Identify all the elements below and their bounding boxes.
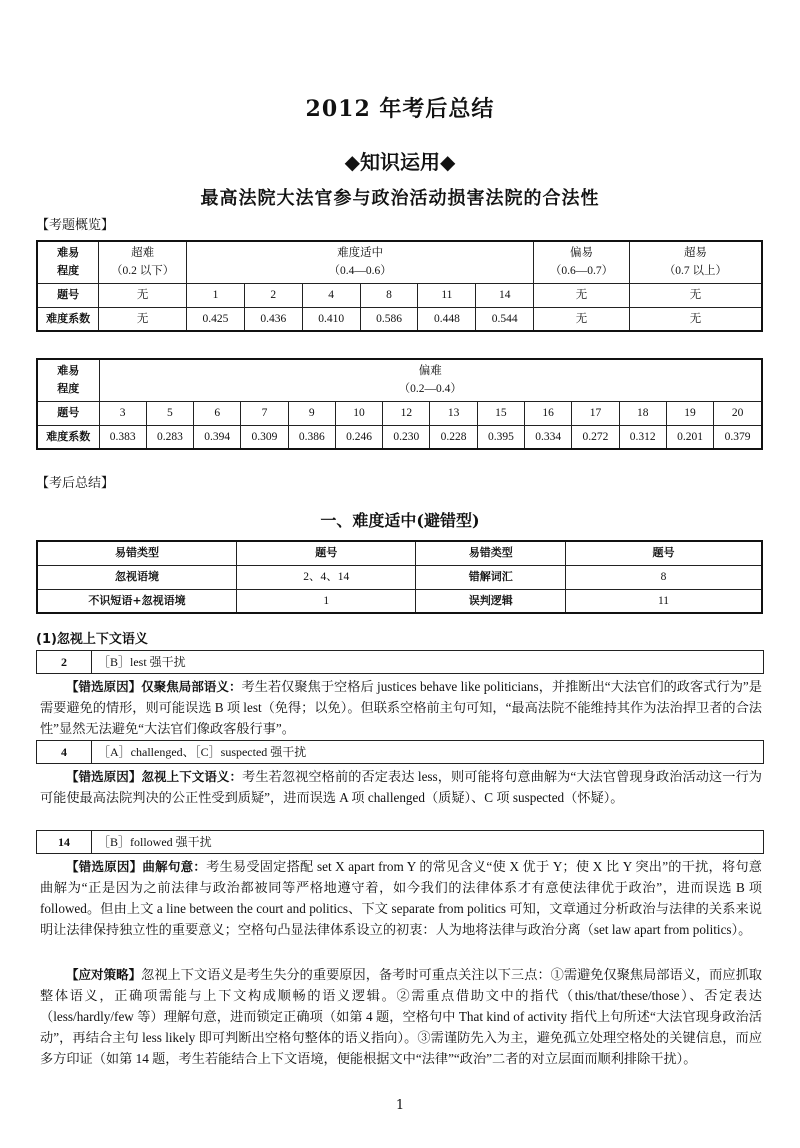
q-cell: 17 xyxy=(572,401,619,425)
coef-cell: 0.379 xyxy=(714,425,762,449)
coef-cell: 0.272 xyxy=(572,425,619,449)
cell-none: 无 xyxy=(629,307,762,331)
question-number: 4 xyxy=(37,741,92,763)
distractor-option: ［A］challenged、［C］suspected 强干扰 xyxy=(98,745,307,759)
coef-cell: 0.246 xyxy=(335,425,382,449)
q-cell: 13 xyxy=(430,401,477,425)
question-number: 2 xyxy=(37,651,92,673)
para-lead: 【错选原因】忽视上下文语义： xyxy=(66,769,243,784)
row-q-label: 题号 xyxy=(37,283,99,307)
header-cell: 易错类型 xyxy=(416,541,566,565)
q-cell: 5 xyxy=(146,401,193,425)
coef-cell: 0.312 xyxy=(619,425,666,449)
col-super-hard: 超难 （0.2 以下） xyxy=(99,241,187,283)
coef-cell: 0.436 xyxy=(244,307,302,331)
type-cell: 错解词汇 xyxy=(416,565,566,589)
para-lead: 【错选原因】仅聚焦局部语义： xyxy=(66,679,242,694)
difficulty-label: 难易 程度 xyxy=(37,359,99,401)
subheading: 一、难度适中(避错型) xyxy=(320,511,480,530)
cell-none: 无 xyxy=(629,283,762,307)
error-type-table xyxy=(36,540,763,614)
cell-none: 无 xyxy=(99,283,187,307)
col-super-easy: 超易 （0.7 以上） xyxy=(629,241,762,283)
col-hard: 偏难 （0.2—0.4） xyxy=(99,359,762,401)
col-easy: 偏易 （0.6—0.7） xyxy=(534,241,630,283)
para-body: 考生若仅聚焦于空格后 justices behave like politicians，并推断出“大法官们的政客式行为”是需要避免的情形，则可能误选 B 项 lest（免得；以免）。但联系空格前主句可知，“最高法院不能维持其作为法治捍卫者的合法性”显然无法避免“大法官们像政客般行事”。 xyxy=(40,679,762,736)
paragraph-q2 xyxy=(40,676,762,739)
row-q-label: 题号 xyxy=(37,401,99,425)
header-cell: 易错类型 xyxy=(37,541,236,565)
para-lead: 【错选原因】曲解句意： xyxy=(66,859,207,874)
section-title: ◆知识运用◆ xyxy=(344,150,456,174)
overview-label: 【考题概览】 xyxy=(36,218,115,233)
question-14-box xyxy=(36,830,764,854)
q-cell: 8 xyxy=(566,565,762,589)
coef-cell: 0.386 xyxy=(288,425,335,449)
type-cell: 不识短语+忽视语境 xyxy=(37,589,236,613)
para-body: 考生易受固定搭配 set X apart from Y 的常见含义“使 X 优于 Y；使 X 比 Y 突出”的干扰，将句意曲解为“正是因为之前法律与政治都被同等严格地遵守着，如今我们的法律体系才有意使法律优于政治”，进而误选 B 项 followed。但由上文 a line between the court and politics、下文 separate from politics 可知，文章通过分析政治与法律的关系来说明让法律保持独立性的重要意义；空格句凸显法律体系设立的初衷：人为地将法律与政治分离（set law apart from politics）。 xyxy=(40,859,762,937)
coef-cell: 0.309 xyxy=(241,425,288,449)
distractor-option: ［B］lest 强干扰 xyxy=(98,655,186,669)
para-body: 考生若忽视空格前的否定表达 less，则可能将句意曲解为“大法官曾现身政治活动这一行为可能使最高法院判决的公正性受到质疑”，进而误选 A 项 challenged（质疑）、C 项 suspected（怀疑）。 xyxy=(40,769,762,805)
q-cell: 8 xyxy=(360,283,418,307)
summary-label: 【考后总结】 xyxy=(36,476,115,491)
type-cell: 忽视语境 xyxy=(37,565,236,589)
header-cell: 题号 xyxy=(566,541,762,565)
distractor-option: ［B］followed 强干扰 xyxy=(98,835,212,849)
q-cell: 12 xyxy=(383,401,430,425)
paragraph-strategy xyxy=(40,964,762,1069)
q-cell: 4 xyxy=(302,283,360,307)
q-cell: 11 xyxy=(566,589,762,613)
para-lead: 【应对策略】 xyxy=(66,967,142,982)
coef-cell: 0.394 xyxy=(194,425,241,449)
coef-cell: 0.544 xyxy=(476,307,534,331)
difficulty-label: 难易 程度 xyxy=(37,241,99,283)
q-cell: 1 xyxy=(236,589,416,613)
coef-cell: 0.395 xyxy=(477,425,524,449)
question-number: 14 xyxy=(37,831,92,853)
question-4-box xyxy=(36,740,764,764)
q-cell: 2 xyxy=(244,283,302,307)
article-title: 最高法院大法官参与政治活动损害法院的合法性 xyxy=(200,188,600,209)
subsection-1-title: (1)忽视上下文语义 xyxy=(36,632,148,647)
coef-cell: 0.425 xyxy=(187,307,245,331)
q-cell: 19 xyxy=(666,401,713,425)
q-cell: 6 xyxy=(194,401,241,425)
paragraph-q4 xyxy=(40,766,762,808)
coef-cell: 0.383 xyxy=(99,425,146,449)
col-moderate: 难度适中 （0.4—0.6） xyxy=(187,241,534,283)
q-cell: 15 xyxy=(477,401,524,425)
coef-cell: 0.586 xyxy=(360,307,418,331)
q-cell: 18 xyxy=(619,401,666,425)
question-2-box xyxy=(36,650,764,674)
coef-cell: 0.448 xyxy=(418,307,476,331)
row-coef-label: 难度系数 xyxy=(37,425,99,449)
difficulty-table-1 xyxy=(36,240,763,332)
paragraph-q14 xyxy=(40,856,762,940)
para-body: 忽视上下文语义是考生失分的重要原因，备考时可重点关注以下三点：①需避免仅聚焦局部语义，而应抓取整体语义，正确项需能与上下文构成顺畅的语义逻辑。②需重点借助文中的指代（this/that/these/those）、否定表达（less/hardly/few 等）理解句意，进而锁定正确项（如第 4 题，空格句中 That kind of activity 指代上句所述“大法官现身政治活动”，再结合主句 less likely 即可判断出空格句整体的语义指向）。③需谨防先入为主，避免孤立处理空格处的关键信息，而应多方印证（如第 14 题，考生若能结合上下文语境，便能根据文中“法律”“政治”二者的对立层面而顺利排除干扰）。 xyxy=(40,967,762,1066)
difficulty-table-2 xyxy=(36,358,763,450)
q-cell: 16 xyxy=(525,401,572,425)
page-title: 2012 年考后总结 xyxy=(305,96,495,122)
q-cell: 1 xyxy=(187,283,245,307)
coef-cell: 0.334 xyxy=(525,425,572,449)
q-cell: 3 xyxy=(99,401,146,425)
q-cell: 20 xyxy=(714,401,762,425)
page-number: 1 xyxy=(395,1098,405,1113)
q-cell: 9 xyxy=(288,401,335,425)
coef-cell: 0.283 xyxy=(146,425,193,449)
type-cell: 误判逻辑 xyxy=(416,589,566,613)
q-cell: 7 xyxy=(241,401,288,425)
cell-none: 无 xyxy=(99,307,187,331)
cell-none: 无 xyxy=(534,307,630,331)
header-cell: 题号 xyxy=(236,541,416,565)
row-coef-label: 难度系数 xyxy=(37,307,99,331)
q-cell: 14 xyxy=(476,283,534,307)
cell-none: 无 xyxy=(534,283,630,307)
q-cell: 11 xyxy=(418,283,476,307)
coef-cell: 0.410 xyxy=(302,307,360,331)
coef-cell: 0.201 xyxy=(666,425,713,449)
q-cell: 2、4、14 xyxy=(236,565,416,589)
coef-cell: 0.228 xyxy=(430,425,477,449)
coef-cell: 0.230 xyxy=(383,425,430,449)
q-cell: 10 xyxy=(335,401,382,425)
